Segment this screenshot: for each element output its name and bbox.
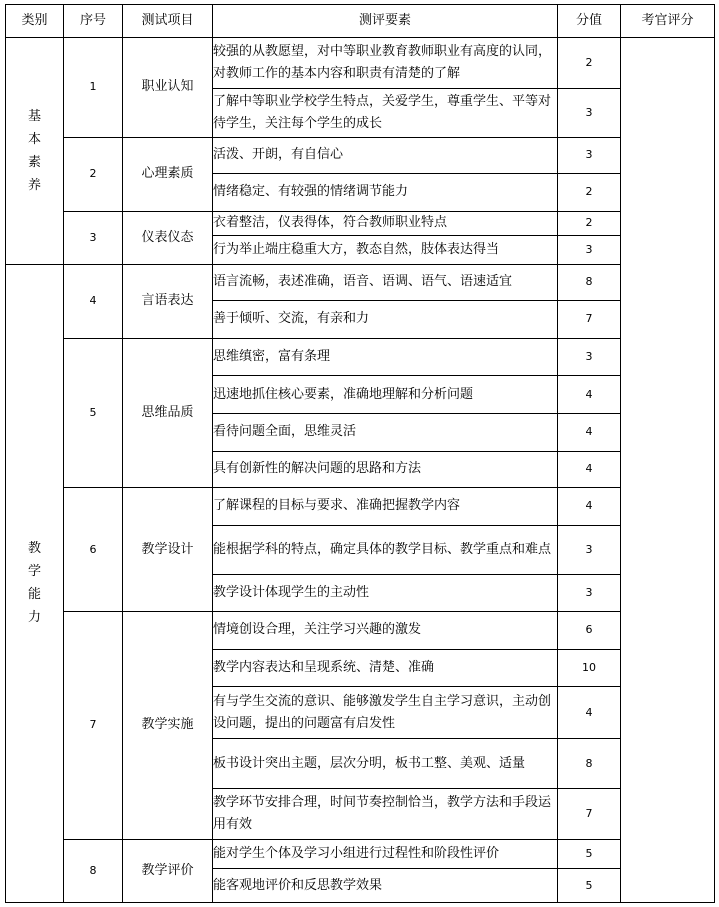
table-row	[6, 839, 715, 868]
test-project: 教学实施	[123, 612, 213, 840]
header-elements: 测评要素	[213, 5, 558, 38]
score-value: 8	[558, 264, 621, 301]
evaluation-element: 教学内容表达和呈现系统、清楚、准确	[213, 649, 558, 687]
evaluation-element: 了解课程的目标与要求、准确把握教学内容	[213, 488, 558, 526]
evaluation-element: 活泼、开朗，有自信心	[213, 137, 558, 174]
evaluation-element: 衣着整洁，仪表得体，符合教师职业特点	[213, 211, 558, 235]
item-number: 7	[64, 612, 123, 840]
score-value: 4	[558, 488, 621, 526]
score-value: 4	[558, 451, 621, 488]
score-value: 6	[558, 612, 621, 650]
category-label: 基本素养	[27, 108, 41, 193]
evaluation-element: 看待问题全面，思维灵活	[213, 413, 558, 451]
evaluation-table	[5, 4, 715, 903]
score-value: 3	[558, 88, 621, 137]
score-value: 5	[558, 869, 621, 903]
evaluation-element: 能根据学科的特点，确定具体的教学目标、教学重点和难点	[213, 525, 558, 574]
evaluation-element: 善于倾听、交流，有亲和力	[213, 301, 558, 339]
table-row	[6, 488, 715, 526]
score-value: 4	[558, 687, 621, 739]
evaluation-element: 迅速地抓住核心要素，准确地理解和分析问题	[213, 376, 558, 414]
header-row	[6, 5, 715, 38]
item-number: 3	[64, 211, 123, 264]
test-project: 言语表达	[123, 264, 213, 338]
table-row	[6, 211, 715, 235]
score-value: 7	[558, 788, 621, 839]
header-examiner-score: 考官评分	[621, 5, 715, 38]
score-value: 3	[558, 525, 621, 574]
table-row	[6, 137, 715, 174]
category-cell	[6, 38, 64, 265]
item-number: 8	[64, 839, 123, 902]
evaluation-element: 情绪稳定、有较强的情绪调节能力	[213, 174, 558, 212]
score-value: 2	[558, 38, 621, 89]
item-number: 6	[64, 488, 123, 612]
item-number: 5	[64, 338, 123, 487]
score-value: 5	[558, 839, 621, 868]
score-value: 2	[558, 174, 621, 212]
test-project: 教学设计	[123, 488, 213, 612]
evaluation-element: 能对学生个体及学习小组进行过程性和阶段性评价	[213, 839, 558, 868]
score-value: 3	[558, 574, 621, 612]
evaluation-element: 具有创新性的解决问题的思路和方法	[213, 451, 558, 488]
score-value: 2	[558, 211, 621, 235]
score-value: 3	[558, 137, 621, 174]
score-value: 3	[558, 338, 621, 376]
table-row	[6, 612, 715, 650]
evaluation-element: 板书设计突出主题，层次分明，板书工整、美观、适量	[213, 739, 558, 789]
category-cell	[6, 264, 64, 902]
evaluation-element: 思维缜密，富有条理	[213, 338, 558, 376]
test-project: 思维品质	[123, 338, 213, 487]
score-value: 8	[558, 739, 621, 789]
item-number: 2	[64, 137, 123, 211]
table-body	[6, 38, 715, 903]
test-project: 心理素质	[123, 137, 213, 211]
evaluation-element: 较强的从教愿望，对中等职业教育教师职业有高度的认同，对教师工作的基本内容和职责有清楚的了解	[213, 38, 558, 89]
category-label: 教学能力	[27, 541, 41, 626]
score-value: 10	[558, 649, 621, 687]
evaluation-element: 能客观地评价和反思教学效果	[213, 869, 558, 903]
table-row	[6, 338, 715, 376]
table-row	[6, 264, 715, 301]
header-category: 类别	[6, 5, 64, 38]
score-value: 3	[558, 236, 621, 264]
item-number: 1	[64, 38, 123, 138]
score-value: 4	[558, 376, 621, 414]
evaluation-element: 了解中等职业学校学生特点，关爱学生，尊重学生、平等对待学生，关注每个学生的成长	[213, 88, 558, 137]
item-number: 4	[64, 264, 123, 338]
test-project: 仪表仪态	[123, 211, 213, 264]
header-project: 测试项目	[123, 5, 213, 38]
score-value: 4	[558, 413, 621, 451]
score-value: 7	[558, 301, 621, 339]
header-score: 分值	[558, 5, 621, 38]
evaluation-element: 行为举止端庄稳重大方，教态自然，肢体表达得当	[213, 236, 558, 264]
evaluation-element: 教学环节安排合理，时间节奏控制恰当，教学方法和手段运用有效	[213, 788, 558, 839]
evaluation-element: 情境创设合理，关注学习兴趣的激发	[213, 612, 558, 650]
test-project: 职业认知	[123, 38, 213, 138]
header-number: 序号	[64, 5, 123, 38]
evaluation-element: 教学设计体现学生的主动性	[213, 574, 558, 612]
evaluation-element: 语言流畅，表述准确，语音、语调、语气、语速适宜	[213, 264, 558, 301]
evaluation-element: 有与学生交流的意识、能够激发学生自主学习意识，主动创设问题，提出的问题富有启发性	[213, 687, 558, 739]
examiner-score-cell[interactable]	[621, 38, 715, 903]
table-row	[6, 38, 715, 89]
test-project: 教学评价	[123, 839, 213, 902]
